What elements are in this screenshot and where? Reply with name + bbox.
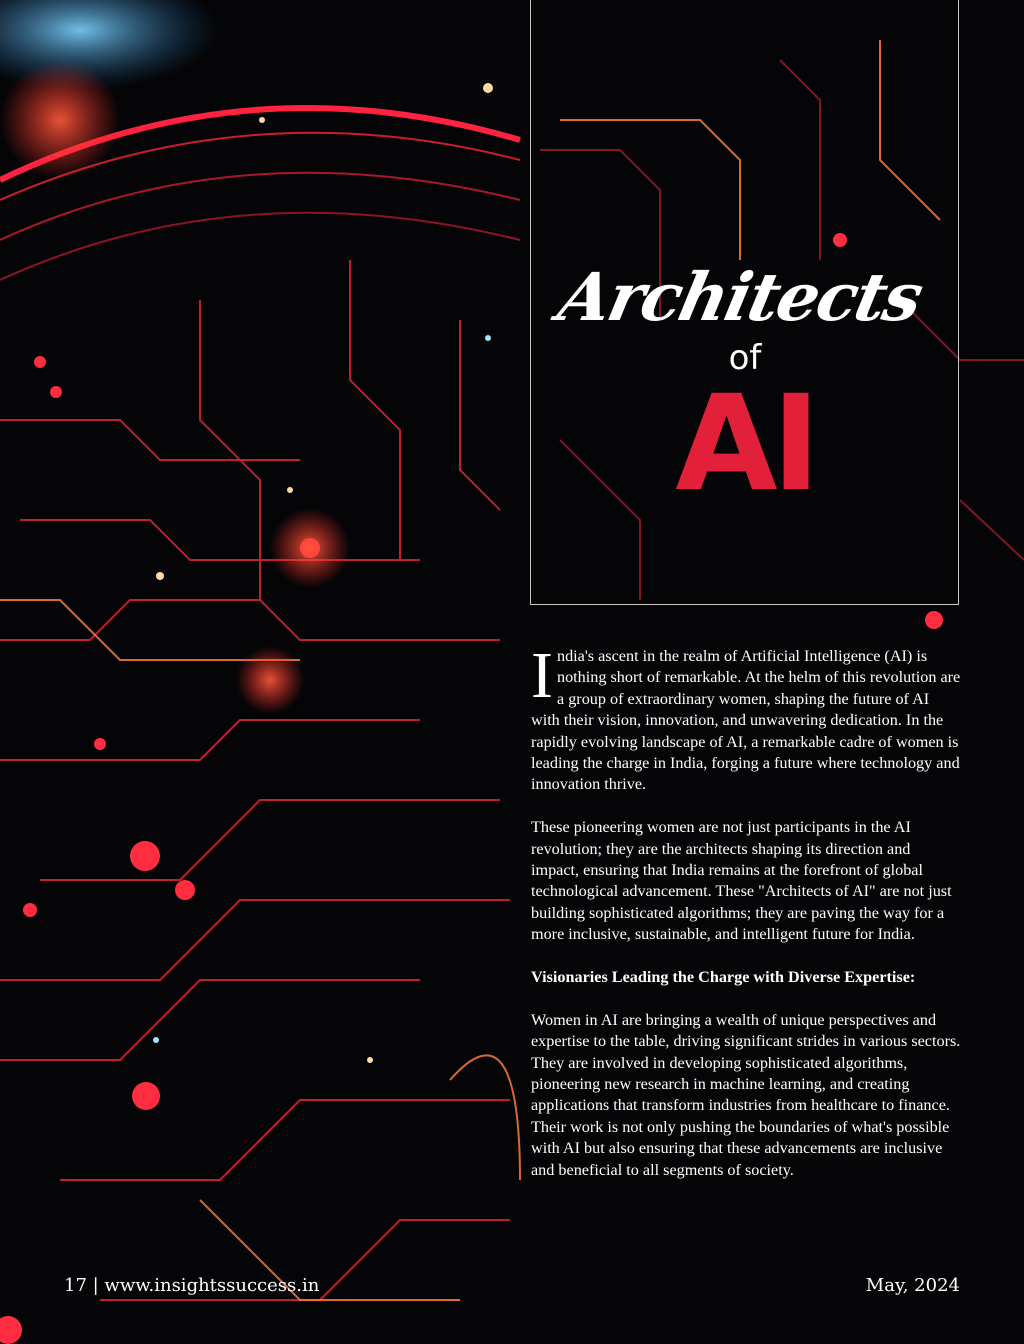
footer-date: May, 2024: [865, 1275, 960, 1296]
paragraph-2: These pioneering women are not just participants in the AI revolution; they are the architects shaping its direction and impact, ensuring that India remains at the forefront of global technological advancement. These "Architects of AI" are not just building sophisticated algorithms; they are paving the way for a more inclusive, sustainable, and intelligent future for India.: [531, 818, 952, 944]
drop-cap: I: [531, 639, 553, 712]
paragraph-3: Women in AI are bringing a wealth of unique perspectives and expertise to the table, driving significant strides in various sectors. They are involved in developing sophisticated algorithms, pioneering new research in machine learning, and creating applications that transform industries from healthcare to finance. Their work is not only pushing the boundaries of what's possible with AI but also ensuring that these advancements are inclusive and beneficial to all segments of society.: [531, 1010, 961, 1179]
article-body: [531, 639, 961, 1203]
paragraph-intro-text: ndia's ascent in the realm of Artificial Intelligence (AI) is nothing short of remarkable. At the helm of this revolution are a group of extraordinary women, shaping the future of AI with their vision, innovation, and unwavering dedication. In the rapidly evolving landscape of AI, a remarkable cadre of women is leading the charge in India, forging a future where technology and innovation thrive.: [531, 647, 961, 794]
paragraph-intro: [531, 639, 961, 796]
title-ai: AI: [675, 367, 815, 521]
title-script: Architects: [551, 258, 929, 336]
title-of: of: [728, 338, 762, 378]
section-heading: Visionaries Leading the Charge with Diverse Expertise:: [531, 968, 916, 987]
footer-page-url: 17 | www.insightssuccess.in: [64, 1275, 320, 1296]
